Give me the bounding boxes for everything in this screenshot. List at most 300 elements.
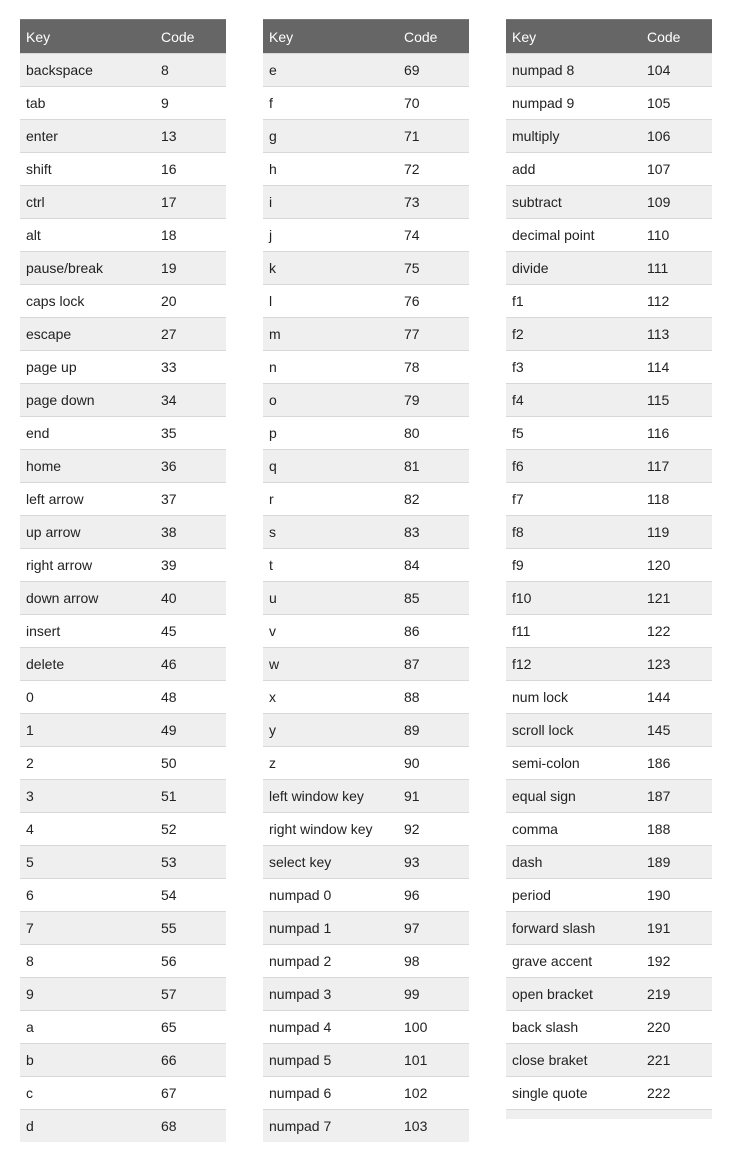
key-code-cell: 187	[641, 780, 712, 813]
key-name-cell: down arrow	[20, 582, 155, 615]
key-code-cell: 116	[641, 417, 712, 450]
key-name-cell: add	[506, 153, 641, 186]
key-code-cell: 70	[398, 87, 469, 120]
key-code-cell: 145	[641, 714, 712, 747]
table-row	[20, 582, 226, 615]
key-code-cell: 85	[398, 582, 469, 615]
key-name-cell: 6	[20, 879, 155, 912]
key-code-cell: 189	[641, 846, 712, 879]
key-code-cell: 90	[398, 747, 469, 780]
key-name-cell: z	[263, 747, 398, 780]
key-name-cell: ctrl	[20, 186, 155, 219]
key-code-cell: 75	[398, 252, 469, 285]
key-name-cell: numpad 9	[506, 87, 641, 120]
key-name-cell: page down	[20, 384, 155, 417]
key-code-cell: 121	[641, 582, 712, 615]
table-row	[263, 450, 469, 483]
table-body	[506, 54, 712, 1120]
key-code-cell: 33	[155, 351, 226, 384]
key-code-cell: 221	[641, 1044, 712, 1077]
key-name-cell: o	[263, 384, 398, 417]
key-code-cell: 190	[641, 879, 712, 912]
table-row	[263, 681, 469, 714]
table-row	[20, 54, 226, 87]
table-row	[263, 615, 469, 648]
table-row	[20, 648, 226, 681]
key-name-cell: f12	[506, 648, 641, 681]
key-name-cell: numpad 3	[263, 978, 398, 1011]
key-code-cell: 113	[641, 318, 712, 351]
key-name-cell: f7	[506, 483, 641, 516]
key-code-cell: 72	[398, 153, 469, 186]
key-code-cell: 46	[155, 648, 226, 681]
key-code-cell: 57	[155, 978, 226, 1011]
key-code-cell: 97	[398, 912, 469, 945]
table-row	[506, 714, 712, 747]
table-row	[263, 1011, 469, 1044]
key-code-cell: 27	[155, 318, 226, 351]
key-name-cell: divide	[506, 252, 641, 285]
key-code-cell: 34	[155, 384, 226, 417]
table-row	[20, 780, 226, 813]
key-code-cell: 69	[398, 54, 469, 87]
key-name-cell: d	[20, 1110, 155, 1143]
table-row	[506, 54, 712, 87]
table-row	[263, 846, 469, 879]
key-code-cell: 120	[641, 549, 712, 582]
key-name-cell: f5	[506, 417, 641, 450]
key-code-cell: 52	[155, 813, 226, 846]
key-name-cell: q	[263, 450, 398, 483]
table-row	[506, 120, 712, 153]
key-code-cell: 82	[398, 483, 469, 516]
table-row	[20, 978, 226, 1011]
key-code-cell: 110	[641, 219, 712, 252]
key-code-cell: 20	[155, 285, 226, 318]
key-code-cell: 117	[641, 450, 712, 483]
table-row	[20, 318, 226, 351]
table-row	[263, 120, 469, 153]
key-code-cell: 104	[641, 54, 712, 87]
key-name-cell: insert	[20, 615, 155, 648]
table-row	[263, 879, 469, 912]
key-name-cell: end	[20, 417, 155, 450]
key-name-cell: a	[20, 1011, 155, 1044]
key-name-cell: f9	[506, 549, 641, 582]
key-code-cell: 84	[398, 549, 469, 582]
table-row	[263, 219, 469, 252]
table-row	[506, 813, 712, 846]
key-code-cell: 114	[641, 351, 712, 384]
table-row	[263, 351, 469, 384]
key-code-cell: 50	[155, 747, 226, 780]
key-name-cell: 1	[20, 714, 155, 747]
table-row	[506, 747, 712, 780]
key-name-cell: y	[263, 714, 398, 747]
table-row	[20, 1011, 226, 1044]
key-code-cell: 80	[398, 417, 469, 450]
key-name-cell: single quote	[506, 1077, 641, 1110]
key-code-cell: 71	[398, 120, 469, 153]
table-row	[506, 417, 712, 450]
key-column-header: Key	[20, 20, 155, 54]
key-name-cell: c	[20, 1077, 155, 1110]
table-row	[506, 351, 712, 384]
table-row	[20, 450, 226, 483]
table-row	[263, 417, 469, 450]
key-code-cell: 87	[398, 648, 469, 681]
key-name-cell: scroll lock	[506, 714, 641, 747]
key-code-cell: 98	[398, 945, 469, 978]
key-code-cell: 17	[155, 186, 226, 219]
key-name-cell: shift	[20, 153, 155, 186]
key-name-cell: f4	[506, 384, 641, 417]
table-row	[263, 549, 469, 582]
table-row	[506, 945, 712, 978]
key-name-cell: home	[20, 450, 155, 483]
table-row	[263, 483, 469, 516]
table-row	[263, 813, 469, 846]
key-code-cell: 54	[155, 879, 226, 912]
key-name-cell: numpad 7	[263, 1110, 398, 1143]
key-code-cell: 107	[641, 153, 712, 186]
table-row	[506, 384, 712, 417]
table-row	[20, 813, 226, 846]
key-name-cell: 0	[20, 681, 155, 714]
table-row	[20, 1044, 226, 1077]
table-header-row	[506, 20, 712, 54]
table-row	[263, 153, 469, 186]
key-name-cell: numpad 5	[263, 1044, 398, 1077]
key-name-cell: e	[263, 54, 398, 87]
key-name-cell: back slash	[506, 1011, 641, 1044]
key-code-cell: 88	[398, 681, 469, 714]
key-code-cell: 39	[155, 549, 226, 582]
table-row	[20, 87, 226, 120]
key-code-cell: 37	[155, 483, 226, 516]
key-code-cell: 103	[398, 1110, 469, 1143]
table-row	[263, 912, 469, 945]
key-name-cell: t	[263, 549, 398, 582]
key-name-cell: h	[263, 153, 398, 186]
key-code-cell: 112	[641, 285, 712, 318]
key-name-cell: subtract	[506, 186, 641, 219]
table-row	[506, 153, 712, 186]
table-row	[506, 879, 712, 912]
key-name-cell: open bracket	[506, 978, 641, 1011]
key-code-cell: 48	[155, 681, 226, 714]
table-row	[263, 747, 469, 780]
key-code-cell: 13	[155, 120, 226, 153]
table-row	[506, 483, 712, 516]
table-row	[20, 285, 226, 318]
key-name-cell: r	[263, 483, 398, 516]
key-code-cell: 18	[155, 219, 226, 252]
table-row	[20, 120, 226, 153]
key-code-cell: 101	[398, 1044, 469, 1077]
key-name-cell: j	[263, 219, 398, 252]
table-row	[263, 1110, 469, 1143]
table-row	[506, 1044, 712, 1077]
table-row	[263, 1077, 469, 1110]
table-row	[263, 516, 469, 549]
table-row	[263, 978, 469, 1011]
key-code-cell: 86	[398, 615, 469, 648]
key-code-cell: 55	[155, 912, 226, 945]
key-name-cell: caps lock	[20, 285, 155, 318]
table-row	[263, 54, 469, 87]
table-row	[263, 945, 469, 978]
table-row	[506, 549, 712, 582]
key-name-cell: u	[263, 582, 398, 615]
table-row	[506, 186, 712, 219]
table-row	[20, 714, 226, 747]
table-row	[506, 285, 712, 318]
key-name-cell: forward slash	[506, 912, 641, 945]
key-name-cell: multiply	[506, 120, 641, 153]
key-code-cell: 76	[398, 285, 469, 318]
key-code-cell: 38	[155, 516, 226, 549]
key-name-cell: 5	[20, 846, 155, 879]
key-name-cell: right window key	[263, 813, 398, 846]
key-name-cell: n	[263, 351, 398, 384]
table-row	[506, 648, 712, 681]
key-name-cell: p	[263, 417, 398, 450]
key-code-cell: 219	[641, 978, 712, 1011]
key-code-cell: 222	[641, 1077, 712, 1110]
table-row	[20, 681, 226, 714]
key-name-cell: delete	[20, 648, 155, 681]
table-row	[20, 945, 226, 978]
key-name-cell: equal sign	[506, 780, 641, 813]
table-row	[506, 87, 712, 120]
table-header-row	[20, 20, 226, 54]
key-code-cell: 119	[641, 516, 712, 549]
table-row	[263, 285, 469, 318]
key-name-cell: alt	[20, 219, 155, 252]
key-code-cell: 53	[155, 846, 226, 879]
table-row	[20, 186, 226, 219]
key-code-cell: 109	[641, 186, 712, 219]
table-row	[263, 1044, 469, 1077]
table-row	[506, 1011, 712, 1044]
key-code-cell: 51	[155, 780, 226, 813]
key-name-cell: dash	[506, 846, 641, 879]
table-row	[263, 186, 469, 219]
key-code-cell: 96	[398, 879, 469, 912]
key-code-cell: 91	[398, 780, 469, 813]
key-code-cell: 77	[398, 318, 469, 351]
table-row	[20, 219, 226, 252]
table-row	[20, 483, 226, 516]
key-name-cell: right arrow	[20, 549, 155, 582]
key-name-cell: f11	[506, 615, 641, 648]
table-row	[263, 384, 469, 417]
key-name-cell: escape	[20, 318, 155, 351]
key-code-cell: 122	[641, 615, 712, 648]
key-name-cell: b	[20, 1044, 155, 1077]
table-row	[20, 153, 226, 186]
key-code-cell: 100	[398, 1011, 469, 1044]
key-code-cell: 102	[398, 1077, 469, 1110]
key-name-cell: numpad 6	[263, 1077, 398, 1110]
key-name-cell: f6	[506, 450, 641, 483]
table-row	[506, 780, 712, 813]
key-column-header: Key	[263, 20, 398, 54]
key-code-cell: 81	[398, 450, 469, 483]
table-row	[506, 1077, 712, 1110]
table-row	[20, 879, 226, 912]
table-row	[506, 978, 712, 1011]
table-row	[263, 318, 469, 351]
key-name-cell: s	[263, 516, 398, 549]
key-code-cell: 93	[398, 846, 469, 879]
table-row	[506, 846, 712, 879]
key-name-cell: 8	[20, 945, 155, 978]
table-body	[20, 54, 226, 1143]
key-name-cell: grave accent	[506, 945, 641, 978]
key-name-cell: f10	[506, 582, 641, 615]
table-row	[20, 1077, 226, 1110]
key-name-cell: f2	[506, 318, 641, 351]
key-name-cell: numpad 8	[506, 54, 641, 87]
key-code-cell: 118	[641, 483, 712, 516]
table-footer-spacer	[506, 1110, 712, 1120]
key-name-cell: f8	[506, 516, 641, 549]
key-code-cell: 123	[641, 648, 712, 681]
table-row	[20, 384, 226, 417]
key-name-cell: comma	[506, 813, 641, 846]
key-name-cell: f	[263, 87, 398, 120]
key-name-cell: w	[263, 648, 398, 681]
key-code-cell: 105	[641, 87, 712, 120]
key-name-cell: backspace	[20, 54, 155, 87]
footer-spacer-cell	[506, 1110, 712, 1120]
key-name-cell: l	[263, 285, 398, 318]
table-row	[263, 714, 469, 747]
key-name-cell: pause/break	[20, 252, 155, 285]
key-name-cell: 4	[20, 813, 155, 846]
table-row	[263, 648, 469, 681]
key-code-cell: 220	[641, 1011, 712, 1044]
table-row	[20, 252, 226, 285]
key-name-cell: k	[263, 252, 398, 285]
key-code-cell: 73	[398, 186, 469, 219]
table-row	[506, 450, 712, 483]
key-code-cell: 192	[641, 945, 712, 978]
table-row	[506, 912, 712, 945]
key-code-cell: 40	[155, 582, 226, 615]
table-row	[506, 681, 712, 714]
keycode-table-1	[20, 19, 226, 1142]
key-name-cell: semi-colon	[506, 747, 641, 780]
key-name-cell: page up	[20, 351, 155, 384]
key-code-cell: 115	[641, 384, 712, 417]
key-column-header: Key	[506, 20, 641, 54]
key-name-cell: decimal point	[506, 219, 641, 252]
table-row	[263, 582, 469, 615]
key-name-cell: numpad 4	[263, 1011, 398, 1044]
keycode-table-3	[506, 19, 712, 1119]
key-name-cell: 3	[20, 780, 155, 813]
key-code-cell: 67	[155, 1077, 226, 1110]
table-header-row	[263, 20, 469, 54]
key-name-cell: f1	[506, 285, 641, 318]
key-code-cell: 66	[155, 1044, 226, 1077]
key-name-cell: left window key	[263, 780, 398, 813]
table-body	[263, 54, 469, 1143]
key-code-cell: 16	[155, 153, 226, 186]
code-column-header: Code	[398, 20, 469, 54]
key-name-cell: period	[506, 879, 641, 912]
key-code-cell: 144	[641, 681, 712, 714]
key-code-cell: 65	[155, 1011, 226, 1044]
key-code-cell: 89	[398, 714, 469, 747]
key-name-cell: i	[263, 186, 398, 219]
table-row	[506, 219, 712, 252]
key-code-cell: 106	[641, 120, 712, 153]
table-row	[506, 615, 712, 648]
key-code-cell: 83	[398, 516, 469, 549]
code-column-header: Code	[641, 20, 712, 54]
key-name-cell: 2	[20, 747, 155, 780]
table-row	[506, 516, 712, 549]
table-row	[20, 516, 226, 549]
key-name-cell: close braket	[506, 1044, 641, 1077]
key-code-cell: 68	[155, 1110, 226, 1143]
table-row	[20, 615, 226, 648]
table-row	[263, 252, 469, 285]
table-row	[20, 417, 226, 450]
key-name-cell: numpad 0	[263, 879, 398, 912]
key-name-cell: g	[263, 120, 398, 153]
table-row	[263, 780, 469, 813]
key-name-cell: left arrow	[20, 483, 155, 516]
keycode-table-2	[263, 19, 469, 1142]
key-name-cell: num lock	[506, 681, 641, 714]
key-code-cell: 111	[641, 252, 712, 285]
table-row	[20, 549, 226, 582]
key-name-cell: numpad 1	[263, 912, 398, 945]
key-code-cell: 188	[641, 813, 712, 846]
key-name-cell: select key	[263, 846, 398, 879]
key-name-cell: numpad 2	[263, 945, 398, 978]
table-row	[506, 582, 712, 615]
key-name-cell: 9	[20, 978, 155, 1011]
key-name-cell: tab	[20, 87, 155, 120]
key-name-cell: 7	[20, 912, 155, 945]
key-code-cell: 8	[155, 54, 226, 87]
key-code-cell: 9	[155, 87, 226, 120]
key-name-cell: m	[263, 318, 398, 351]
key-code-cell: 99	[398, 978, 469, 1011]
table-row	[506, 318, 712, 351]
table-row	[20, 747, 226, 780]
key-name-cell: enter	[20, 120, 155, 153]
key-code-cell: 186	[641, 747, 712, 780]
table-row	[20, 1110, 226, 1143]
key-code-cell: 92	[398, 813, 469, 846]
key-code-cell: 78	[398, 351, 469, 384]
table-row	[20, 912, 226, 945]
table-row	[20, 351, 226, 384]
table-row	[20, 846, 226, 879]
key-code-cell: 74	[398, 219, 469, 252]
key-name-cell: f3	[506, 351, 641, 384]
key-code-cell: 56	[155, 945, 226, 978]
key-name-cell: up arrow	[20, 516, 155, 549]
key-code-cell: 45	[155, 615, 226, 648]
